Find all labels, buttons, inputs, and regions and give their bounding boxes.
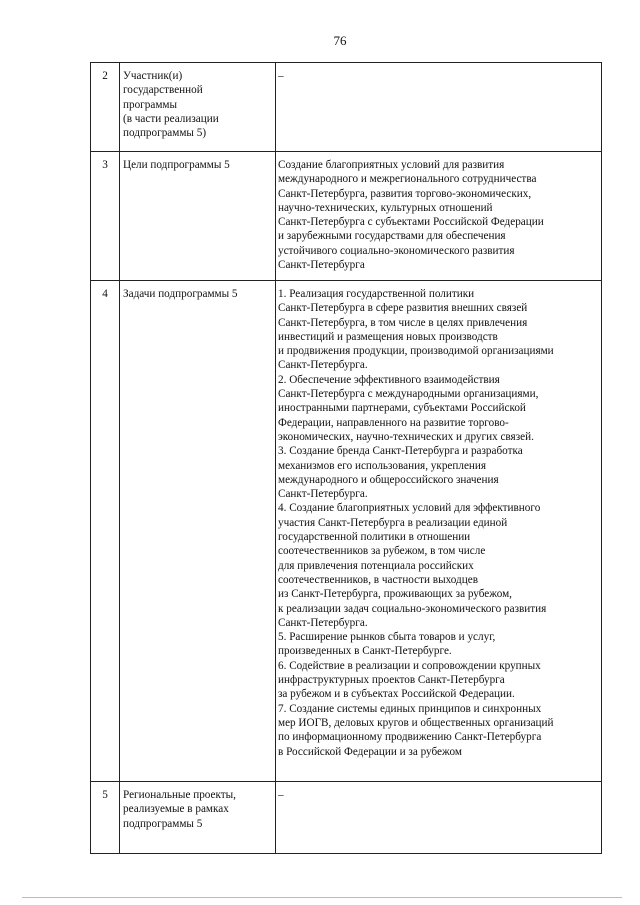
row-value-line: 6. Содействие в реализации и сопровождении крупных [278,659,541,672]
table-row [91,782,602,854]
row-value-line: механизмов его использования, укрепления [278,459,487,472]
row-value-line: Санкт-Петербурга. [278,359,368,372]
row-value-cell [276,281,602,782]
row-value-line: научно-технических, культурных отношений [278,201,493,214]
bottom-divider [22,897,622,898]
row-number: 3 [91,152,120,281]
row-value-line: для привлечения потенциала российских [278,559,474,572]
row-number: 4 [91,281,120,782]
row-number: 5 [91,782,120,854]
table-row [91,152,602,281]
row-value-line: и зарубежными государствами для обеспечения [278,230,506,243]
row-value-line: инфраструктурных проектов Санкт-Петербурга [278,674,505,687]
row-value-line: – [278,789,284,801]
row-value-line: Санкт-Петербурга [278,259,365,272]
row-value-line: – [278,70,284,82]
row-value-line: мер ИОГВ, деловых кругов и общественных организаций [278,716,554,729]
row-value-line: Санкт-Петербурга, в том числе в целях привлечения [278,316,528,329]
row-label-line: Участник(и) [123,70,183,82]
row-label-line: подпрограммы 5 [123,817,203,830]
row-label-cell [120,782,276,854]
row-value-line: Санкт-Петербурга в сфере развития внешних связей [278,302,528,315]
row-label-cell [120,281,276,782]
row-value-line: государственной политики в отношении [278,531,471,544]
row-value-line: 4. Создание благоприятных условий для эффективного [278,502,541,515]
row-label-cell [120,63,276,152]
row-value-line: экономических, научно-технических и других связей. [278,430,534,443]
row-label-line: государственной [123,84,203,97]
row-value-line: Санкт-Петербурга. [278,488,368,501]
row-value-line: из Санкт-Петербурга, проживающих за рубежом, [278,588,512,601]
row-value-line: к реализации задач социально-экономического развития [278,602,547,615]
row-label-line: Цели подпрограммы 5 [123,159,230,171]
row-value-cell [276,63,602,152]
row-value-line: произведенных в Санкт-Петербурге. [278,645,452,658]
row-label-line: (в части реализации [123,112,219,125]
row-number: 2 [91,63,120,152]
row-value-line: международного и общероссийского значения [278,473,499,486]
row-value-line: устойчивого социально-экономического развития [278,244,515,257]
row-value-line: соотечественников, в частности выходцев [278,573,478,586]
row-value-cell [276,782,602,854]
row-value-line: и продвижения продукции, производимой организациями [278,345,554,358]
row-label-line: Региональные проекты, [123,789,236,801]
row-value-line: в Российской Федерации и за рубежом [278,745,462,758]
row-value-line: иностранными партнерами, субъектами Российской [278,402,526,415]
table-row [91,63,602,152]
row-value-line: Создание благоприятных условий для развития [278,159,505,171]
row-value-line: 2. Обеспечение эффективного взаимодействия [278,373,500,386]
row-value-line: по информационному продвижению Санкт-Петербурга [278,731,542,744]
row-value-cell [276,152,602,281]
row-label-line: реализуемые в рамках [123,803,229,816]
row-value-line: Санкт-Петербурга, развития торгово-экономических, [278,187,532,200]
row-value-line: Санкт-Петербурга с субъектами Российской Федерации [278,216,544,229]
row-value-line: 3. Создание бренда Санкт-Петербурга и разработка [278,445,523,458]
row-value-line: 7. Создание системы единых принципов и синхронных [278,702,542,715]
row-value-line: Федерации, направленного на развитие торгово- [278,416,509,429]
row-value-line: Санкт-Петербурга. [278,616,368,629]
row-value-line: участия Санкт-Петербурга в реализации единой [278,516,508,529]
table-row [91,281,602,782]
row-label-line: Задачи подпрограммы 5 [123,288,238,300]
row-label-line: программы [123,98,177,111]
row-value-line: за рубежом и в субъектах Российской Федерации. [278,688,515,701]
row-value-line: инвестиций и размещения новых производств [278,330,498,343]
row-value-line: 5. Расширение рынков сбыта товаров и услуг, [278,631,496,644]
row-label-line: подпрограммы 5) [123,127,207,140]
row-value-line: Санкт-Петербурга с международными организациями, [278,388,539,401]
row-value-line: 1. Реализация государственной политики [278,288,475,300]
row-value-line: соотечественников за рубежом, в том числе [278,545,486,558]
row-label-cell [120,152,276,281]
page-number: 76 [333,33,347,48]
row-value-line: международного и межрегионального сотрудничества [278,173,537,186]
subprogram-passport-table [90,62,602,854]
